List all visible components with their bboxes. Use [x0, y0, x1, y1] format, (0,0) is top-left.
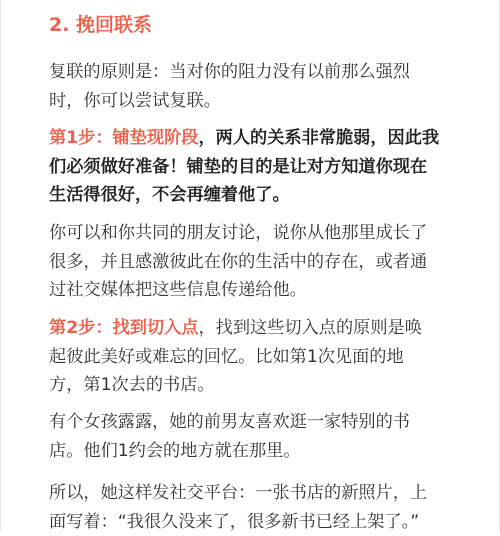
text-fragment: ，找到这些切入点的原则是唤 — [198, 318, 421, 338]
text-line: 起彼此美好或难忘的回忆。比如第1次见面的地 — [49, 343, 465, 372]
text-line — [49, 124, 465, 153]
text-line: 过社交媒体把这些信息传递给他。 — [49, 276, 465, 305]
paragraph-step-2 — [49, 314, 465, 400]
paragraph-step-1 — [49, 124, 465, 210]
text-line: 们必须做好准备！铺垫的目的是让对方知道你现在 — [49, 153, 465, 182]
text-line: 方，第1次去的书店。 — [49, 371, 465, 400]
paragraph-principle — [49, 58, 465, 115]
text-line: 所以，她这样发社交平台：一张书店的新照片，上 — [49, 479, 465, 508]
text-line: 面写着：“我很久没来了，很多新书已经上架了。” — [49, 508, 465, 536]
text-line — [49, 314, 465, 343]
paragraph-post — [49, 479, 465, 536]
step-1-label: 第1步：铺垫现阶段 — [49, 128, 198, 148]
text-line: 复联的原则是：当对你的阻力没有以前那么强烈 — [49, 58, 465, 87]
section-heading: 2. 挽回联系 — [49, 12, 152, 38]
paragraph-example — [49, 408, 465, 465]
text-line: 你可以和你共同的朋友讨论，说你从他那里成长了 — [49, 219, 465, 248]
text-line: 很多，并且感激彼此在你的生活中的存在，或者通 — [49, 248, 465, 277]
paragraph-friends — [49, 219, 465, 305]
step-2-label: 第2步：找到切入点 — [49, 318, 198, 338]
text-line: 生活得很好，不会再缠着他了。 — [49, 181, 465, 210]
text-line: 时，你可以尝试复联。 — [49, 87, 465, 116]
text-fragment: ，两人的关系非常脆弱，因此我 — [198, 128, 439, 148]
text-line: 有个女孩露露，她的前男友喜欢逛一家特别的书 — [49, 408, 465, 437]
text-line: 店。他们1约会的地方就在那里。 — [49, 437, 465, 466]
